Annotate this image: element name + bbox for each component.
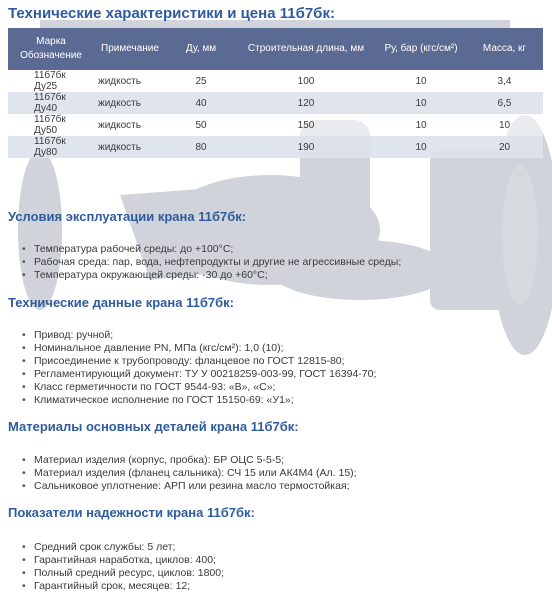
list-item: • Температура окружающей среды: -30 до +60°С; [22,269,401,282]
table-cell: 11б7бк Ду50 [34,114,66,136]
table-cell: жидкость [98,141,141,153]
table-row [8,136,543,158]
list-item: • Гарантийная наработка, циклов: 400; [22,554,224,567]
list-item: • Рабочая среда: пар, вода, нефтепродукты и другие не агрессивные среды; [22,256,401,269]
table-cell: 40 [195,97,207,109]
page-title: Технические характеристики и цена 11б7бк: [8,5,335,22]
table-row [8,114,543,136]
table-row [8,70,543,92]
table-cell: 100 [297,75,315,87]
list-item: • Привод: ручной; [22,329,376,342]
table-cell: 11б7бк Ду80 [34,136,66,158]
table-cell: 190 [297,141,315,153]
list-item: • Регламентирующий документ: ТУ У 00218259-003-99, ГОСТ 16394-70; [22,368,376,381]
table-cell: 10 [415,75,427,87]
list-item: • Номинальное давление PN, МПа (кгс/см²): 1,0 (10); [22,342,376,355]
list-item: • Гарантийный срок, месяцев: 12; [22,580,224,593]
table-header-cell: Ду, мм [185,43,217,54]
table-header-cell: Ру, бар (кгс/см²) [384,43,458,54]
table-cell: 10 [415,141,427,153]
section-title-technical-data: Технические данные крана 11б7бк: [8,295,234,310]
table-cell: 10 [415,97,427,109]
reliability-list [22,541,224,593]
table-cell: 6,5 [497,97,512,109]
table-cell: 11б7бк Ду25 [34,70,66,92]
list-item: • Сальниковое уплотнение: АРП или резина масло термостойкая; [22,480,357,493]
table-header-row [8,28,543,70]
table-cell: 80 [195,141,207,153]
list-item: • Материал изделия (фланец сальника): СЧ 15 или АК4М4 (Ал. 15); [22,467,357,480]
spec-table [8,28,543,158]
table-header-cell: Примечание [101,43,159,54]
table-cell: жидкость [98,97,141,109]
materials-list [22,454,357,493]
table-cell: 150 [297,119,315,131]
header-text-line: Обозначение [20,50,82,61]
technical-data-list [22,329,376,407]
section-title-operating-conditions: Условия эксплуатации крана 11б7бк: [8,209,247,224]
list-item: • Класс герметичности по ГОСТ 9544-93: «В», «С»; [22,381,376,394]
table-cell: 50 [195,119,207,131]
list-item: • Материал изделия (корпус, пробка): БР ОЦС 5-5-5; [22,454,357,467]
table-header-cell [8,28,94,70]
table-cell: 25 [195,75,207,87]
table-header-cell: Масса, кг [482,43,527,54]
table-cell: 11б7бк Ду40 [34,92,66,114]
section-title-reliability: Показатели надежности крана 11б7бк: [8,505,255,520]
section-title-materials: Материалы основных деталей крана 11б7бк: [8,419,299,434]
table-header-cell: Строительная длина, мм [247,43,365,54]
table-cell: 10 [498,119,511,131]
table-row [8,92,543,114]
table-cell: жидкость [98,119,141,131]
table-cell: 120 [297,97,315,109]
table-cell: 3,4 [497,75,512,87]
list-item: • Средний срок службы: 5 лет; [22,541,224,554]
header-text-line: Марка [36,36,66,47]
table-cell: 10 [415,119,427,131]
table-cell: жидкость [98,75,141,87]
list-item: • Климатическое исполнение по ГОСТ 15150-69: «У1»; [22,394,376,407]
list-item: • Полный средний ресурс, циклов: 1800; [22,567,224,580]
list-item: • Температура рабочей среды: до +100°С; [22,243,401,256]
table-cell: 20 [498,141,511,153]
list-item: • Присоединение к трубопроводу: фланцевое по ГОСТ 12815-80; [22,355,376,368]
operating-conditions-list [22,243,401,282]
